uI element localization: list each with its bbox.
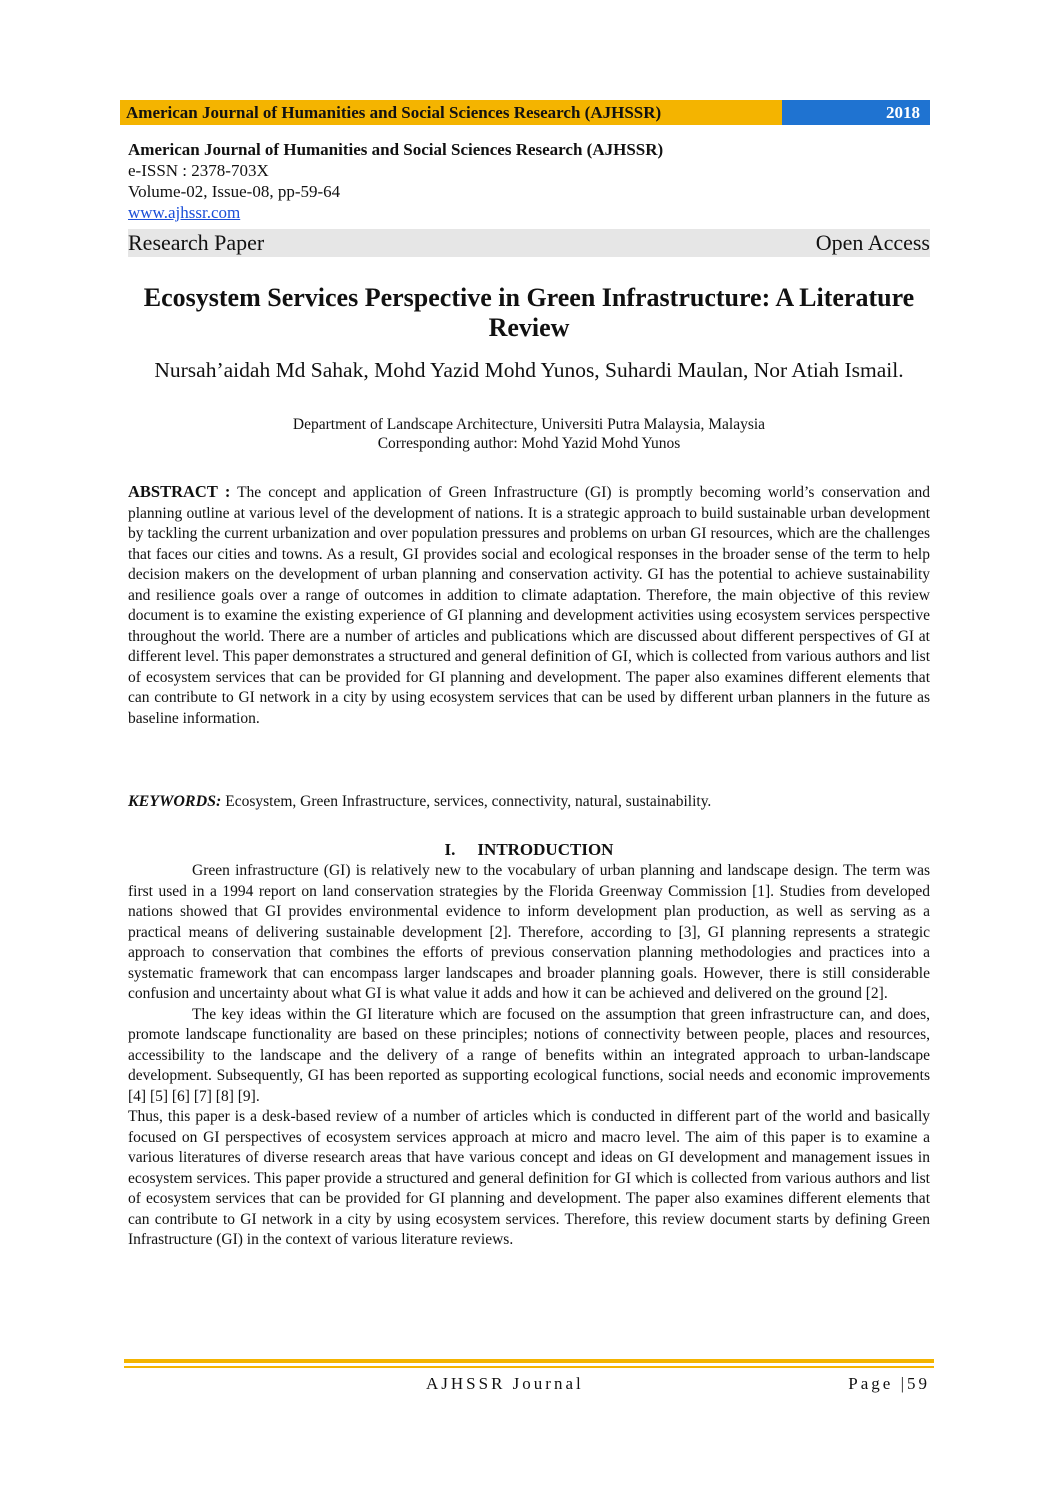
running-header bbox=[120, 100, 930, 125]
abstract bbox=[128, 482, 930, 729]
page-number: Page |59 bbox=[848, 1374, 930, 1393]
section-number: I. bbox=[444, 840, 456, 859]
issn: e-ISSN : 2378-703X bbox=[128, 161, 269, 180]
affiliation-block bbox=[128, 415, 930, 453]
header-year: 2018 bbox=[782, 100, 930, 125]
paper-title: Ecosystem Services Perspective in Green Infrastructure: A Literature Review bbox=[143, 283, 915, 342]
keywords-label: KEYWORDS: bbox=[128, 793, 222, 810]
journal-meta bbox=[128, 139, 930, 223]
volume-info: Volume-02, Issue-08, pp-59-64 bbox=[128, 182, 341, 201]
abstract-text: The concept and application of Green Infrastructure (GI) is promptly becoming world’s conservation and planning outline at various level of the development of nations. It is a strategic approach to build sustainable urban development by tackling the current urbanization and over population pressures and problems on urban GI resources, which are the challenges that faces our cities and towns. As a result, GI provides social and ecological responses in the broader sense of the term to help decision makers on the development of urban planning and conservation activity. GI has the potential to achieve sustainability and resilience goals over a range of outcomes in addition to climate adaptation. Therefore, the main objective of this review document is to examine the existing experience of GI planning and development activities using ecosystem services perspective throughout the world. There are a number of articles and publications which are discussed about different perspectives of GI at different level. This paper demonstrates a structured and general definition of GI, which is collected from various authors and list of ecosystem services that can be provided for GI planning and development. The paper also examines different elements that can contribute to GI network in a city by using ecosystem services that can be used by different urban planners in the future as baseline information. bbox=[128, 484, 930, 727]
keywords-text: Ecosystem, Green Infrastructure, services, connectivity, natural, sustainability. bbox=[225, 793, 712, 810]
authors: Nursah’aidah Md Sahak, Mohd Yazid Mohd Yunos, Suhardi Maulan, Nor Atiah Ismail. bbox=[154, 358, 904, 382]
intro-paragraph-2: The key ideas within the GI literature which are focused on the assumption that green infrastructure can, and does, promote landscape functionality are based on these principles; notions of connectivity between people, places and resources, accessibility to the landscape and the delivery of a range of benefits within an integrated approach to urban-landscape development. Subsequently, GI has been reported as supporting ecological functions, social needs and economic improvements [4] [5] [6] [7] [8] [9]. bbox=[128, 1005, 930, 1105]
footer-journal: AJHSSR Journal bbox=[426, 1374, 584, 1393]
access-type: Open Access bbox=[815, 230, 930, 255]
header-journal-name: American Journal of Humanities and Social Sciences Research (AJHSSR) bbox=[120, 100, 782, 125]
keywords bbox=[128, 792, 930, 812]
website-link[interactable]: www.ajhssr.com bbox=[128, 203, 241, 222]
intro-paragraph-3: Thus, this paper is a desk-based review of a number of articles which is conducted in different part of the world and basically focused on GI perspectives of ecosystem services approach at micro and macro level. The aim of this paper is to examine a various literatures of diverse research areas that have various concept and ideas on GI development and management issues in ecosystem services. This paper provide a structured and general definition for GI which is collected from various authors and list of ecosystem services that can be provided for GI planning and development. The paper also examines different elements that can contribute to GI network in a city by using ecosystem services. Therefore, this review document starts by defining Green Infrastructure (GI) in the context of various literature reviews. bbox=[128, 1108, 930, 1248]
corresponding-author: Corresponding author: Mohd Yazid Mohd Yunos bbox=[377, 435, 681, 452]
footer-rule-thick bbox=[124, 1359, 934, 1363]
introduction-body bbox=[128, 861, 930, 1251]
affiliation: Department of Landscape Architecture, Universiti Putra Malaysia, Malaysia bbox=[292, 416, 766, 433]
section-title: INTRODUCTION bbox=[477, 840, 614, 859]
section-heading bbox=[128, 840, 930, 860]
paper-type: Research Paper bbox=[128, 230, 265, 255]
intro-paragraph-1: Green infrastructure (GI) is relatively new to the vocabulary of urban planning and landscape design. The term was first used in a 1994 report on land conservation strategies by the Florida Greenway Commission [1]. Studies from developed nations showed that GI provides environmental evidence to inform development plan production, as well as serving as a practical means of delivering sustainable development [2]. Therefore, according to [3], GI planning represents a strategic approach to conservation that combines the efforts of previous conservation planning methodologies and practices into a systematic framework that can encompass larger landscapes and broader planning goals. However, there is still considerable confusion and uncertainty about what GI is what value it adds and how it can be achieved and delivered on the ground [2]. bbox=[128, 862, 930, 1002]
footer-rule-thin bbox=[124, 1366, 934, 1368]
page-footer bbox=[128, 1374, 930, 1394]
paper-type-bar bbox=[128, 229, 930, 257]
journal-name: American Journal of Humanities and Social Sciences Research (AJHSSR) bbox=[128, 140, 664, 159]
abstract-label: ABSTRACT : bbox=[128, 482, 231, 501]
